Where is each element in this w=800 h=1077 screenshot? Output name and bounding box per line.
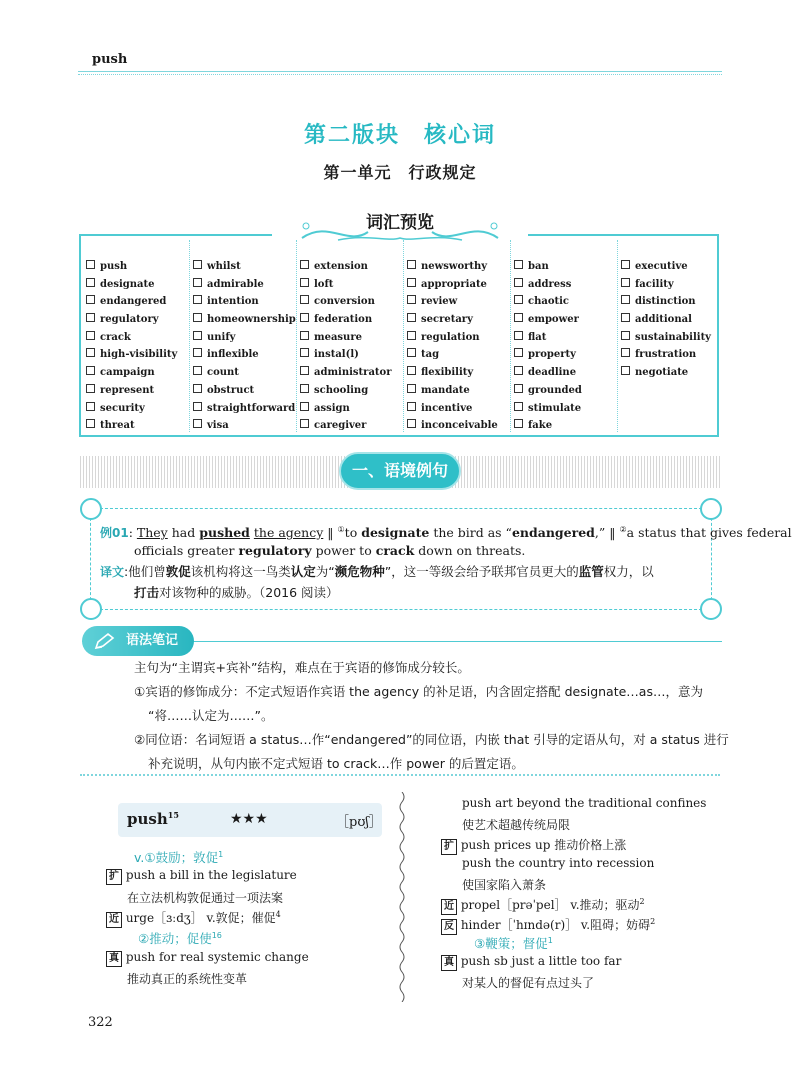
- vocab-column: [86, 258, 192, 435]
- vocab-word: deadline: [528, 367, 577, 379]
- vocab-word: property: [528, 349, 576, 361]
- vocab-item[interactable]: [86, 258, 192, 276]
- vocab-word: whilst: [207, 261, 241, 272]
- vocab-word: represent: [100, 384, 155, 396]
- checkbox-icon[interactable]: [300, 331, 309, 340]
- frequency: 1: [547, 935, 553, 945]
- real-exam-row: [441, 954, 621, 971]
- vocab-word: unify: [207, 331, 236, 343]
- vocab-word: tag: [421, 349, 440, 361]
- text: a status that gives federal: [626, 525, 792, 541]
- example-en: push sb just a little too far: [460, 954, 622, 968]
- vocab-item[interactable]: [300, 258, 406, 276]
- vocab-word: push: [100, 261, 128, 272]
- real-exam-tag: 真: [106, 951, 122, 967]
- vocab-item[interactable]: [300, 346, 406, 364]
- vocab-item[interactable]: [407, 311, 513, 329]
- vocab-column: [407, 258, 513, 435]
- checkbox-icon[interactable]: [193, 366, 202, 375]
- unit-title: 第一单元 行政规定: [323, 163, 477, 182]
- vocab-word: flat: [528, 331, 547, 343]
- vocab-word: administrator: [314, 367, 392, 379]
- vocab-word: caregiver: [314, 420, 367, 432]
- checkbox-icon[interactable]: [407, 384, 416, 393]
- vocab-word: frustration: [635, 349, 697, 361]
- vocab-item[interactable]: [86, 400, 192, 418]
- vocab-word: campaign: [100, 367, 155, 379]
- keyword: 认定: [290, 564, 316, 579]
- extension-row: [441, 836, 626, 855]
- keyword: 敦促: [165, 564, 191, 579]
- grammar-line: 补充说明，从句内嵌不定式短语 to crack…作 power 的后置定语。: [148, 756, 524, 771]
- checkbox-icon[interactable]: [621, 260, 630, 269]
- vocab-word: facility: [635, 278, 674, 290]
- vocab-item[interactable]: [193, 364, 299, 382]
- vocab-item[interactable]: [407, 417, 513, 435]
- vocab-item[interactable]: [86, 293, 192, 311]
- vocab-item[interactable]: [407, 400, 513, 418]
- checkbox-icon[interactable]: [86, 419, 95, 428]
- grammar-notes-tag: 语法笔记: [82, 626, 194, 656]
- checkbox-icon[interactable]: [86, 278, 95, 287]
- grammar-line: ①宾语的修饰成分：不定式短语作宾语 the agency 的补足语，内含固定搭配 designate…as…，意为: [134, 684, 703, 699]
- vocab-word: review: [421, 296, 458, 308]
- vocab-word: appropriate: [421, 278, 487, 290]
- extension-row: [106, 868, 297, 885]
- example-en: push a bill in the legislature: [125, 868, 297, 882]
- vocab-word: empower: [528, 314, 579, 326]
- vocab-item[interactable]: [621, 258, 727, 276]
- text: 对该物种的威胁。（2016 阅读）: [159, 585, 339, 600]
- pencil-icon: [94, 632, 116, 650]
- vocab-word: chaotic: [528, 296, 570, 308]
- vocab-item[interactable]: [621, 311, 727, 329]
- antonym-tag: 反: [441, 919, 457, 935]
- section-banner: 一、语境例句: [339, 452, 461, 490]
- example-en: push the country into recession: [462, 856, 655, 870]
- checkbox-icon[interactable]: [514, 419, 523, 428]
- translation-line1: 译文:他们曾敦促该机构将这一鸟类认定为“濒危物种”，这一等级会给予联邦官员更大的监管权力，以: [100, 564, 654, 579]
- vocab-item[interactable]: [300, 364, 406, 382]
- vocab-word: fake: [528, 420, 553, 432]
- vocab-item[interactable]: [621, 329, 727, 347]
- header-rule: [78, 71, 722, 72]
- vocab-word: mandate: [421, 384, 470, 396]
- vocab-column: [193, 258, 299, 435]
- text: to: [344, 525, 362, 541]
- checkbox-icon[interactable]: [300, 260, 309, 269]
- vocab-item[interactable]: [86, 346, 192, 364]
- vocab-word: sustainability: [635, 331, 711, 343]
- vocab-word: measure: [314, 331, 362, 343]
- vocab-item[interactable]: [407, 382, 513, 400]
- vocab-column: [300, 258, 406, 435]
- example-zh: 在立法机构敦促通过一项法案: [127, 891, 284, 905]
- marker: ①: [337, 525, 345, 534]
- vocab-item[interactable]: [514, 364, 620, 382]
- vocab-word: regulatory: [100, 314, 159, 326]
- phonetic: ［pʊʃ］: [336, 815, 382, 830]
- vocab-item[interactable]: [514, 311, 620, 329]
- extension-tag: 扩: [441, 839, 457, 855]
- translation-label: 译文: [100, 565, 125, 579]
- vocab-item[interactable]: [514, 346, 620, 364]
- example-en: push art beyond the traditional confines: [462, 796, 707, 810]
- vocab-word: loft: [314, 278, 334, 290]
- example-zh: 使国家陷入萧条: [462, 878, 547, 892]
- vocab-item[interactable]: [514, 382, 620, 400]
- vocab-word: high-visibility: [100, 349, 178, 361]
- vocab-item[interactable]: [193, 276, 299, 294]
- text: 权力，以: [603, 564, 654, 579]
- checkbox-icon[interactable]: [514, 260, 523, 269]
- vocab-item[interactable]: [300, 382, 406, 400]
- vocab-column: [621, 258, 727, 382]
- column-divider-wavy: [398, 792, 406, 1002]
- running-head: push: [92, 52, 128, 67]
- vocab-word: endangered: [100, 296, 167, 308]
- vocab-item[interactable]: [86, 382, 192, 400]
- checkbox-icon[interactable]: [300, 348, 309, 357]
- vocab-word: executive: [635, 261, 688, 272]
- frequency: 4: [275, 910, 281, 919]
- checkbox-icon[interactable]: [193, 278, 202, 287]
- verb-word: pushed: [199, 525, 250, 541]
- vocab-item[interactable]: [193, 382, 299, 400]
- vocab-item[interactable]: [514, 293, 620, 311]
- extension-tag: 扩: [106, 869, 122, 885]
- vocab-item[interactable]: [193, 329, 299, 347]
- vocab-item[interactable]: [407, 258, 513, 276]
- vocab-word: assign: [314, 402, 350, 414]
- checkbox-icon[interactable]: [86, 295, 95, 304]
- corner-ornament-icon: [700, 598, 722, 620]
- vocab-item[interactable]: [193, 400, 299, 418]
- checkbox-icon[interactable]: [407, 366, 416, 375]
- vocab-word: secretary: [421, 314, 473, 326]
- vocab-item[interactable]: [86, 329, 192, 347]
- vocab-item[interactable]: [86, 364, 192, 382]
- vocab-word: admirable: [207, 278, 264, 290]
- keyword: 监管: [578, 564, 604, 579]
- keyword: regulatory: [238, 543, 312, 558]
- checkbox-icon[interactable]: [514, 313, 523, 322]
- synonym-tag: 近: [106, 912, 122, 928]
- vocab-word: schooling: [314, 384, 369, 396]
- checkbox-icon[interactable]: [193, 295, 202, 304]
- checkbox-icon[interactable]: [514, 278, 523, 287]
- vocab-word: crack: [100, 331, 131, 343]
- checkbox-icon[interactable]: [300, 419, 309, 428]
- antonym-text: hinder［ˈhɪndə(r)］ v.阻碍；妨碍: [460, 918, 651, 932]
- vocab-item[interactable]: [300, 293, 406, 311]
- vocab-item[interactable]: [193, 293, 299, 311]
- object-phrase: the agency: [253, 525, 324, 541]
- vocab-word: ban: [528, 261, 549, 272]
- text: 该机构将这一鸟类: [190, 564, 291, 579]
- frequency: 1: [218, 849, 224, 859]
- vocab-item[interactable]: [621, 293, 727, 311]
- vocab-word: federation: [314, 314, 373, 326]
- checkbox-icon[interactable]: [86, 313, 95, 322]
- example-en: push prices up 推动价格上涨: [460, 838, 627, 852]
- checkbox-icon[interactable]: [86, 384, 95, 393]
- checkbox-icon[interactable]: [621, 295, 630, 304]
- vocab-item[interactable]: [514, 417, 620, 435]
- checkbox-icon[interactable]: [86, 402, 95, 411]
- vocab-item[interactable]: [86, 311, 192, 329]
- vocab-word: threat: [100, 420, 135, 432]
- sense-text: ③鞭策；督促: [474, 936, 548, 951]
- vocab-item[interactable]: [407, 364, 513, 382]
- checkbox-icon[interactable]: [621, 348, 630, 357]
- checkbox-icon[interactable]: [514, 366, 523, 375]
- keyword: 濒危物种: [334, 564, 385, 579]
- sense-1: [134, 848, 223, 866]
- vocab-word: flexibility: [421, 367, 474, 379]
- checkbox-icon[interactable]: [86, 260, 95, 269]
- grammar-line: “将……认定为……”。: [148, 708, 274, 723]
- vocab-word: stimulate: [528, 402, 582, 414]
- vocab-word: incentive: [421, 402, 473, 414]
- checkbox-icon[interactable]: [407, 402, 416, 411]
- example-zh: 对某人的督促有点过头了: [462, 976, 595, 990]
- checkbox-icon[interactable]: [86, 331, 95, 340]
- real-exam-row: [106, 950, 309, 967]
- vocab-word: regulation: [421, 331, 480, 343]
- frequency: 2: [650, 917, 656, 926]
- vocab-word: homeownership: [207, 314, 296, 326]
- checkbox-icon[interactable]: [86, 348, 95, 357]
- checkbox-icon[interactable]: [514, 295, 523, 304]
- text: the bird as “: [429, 525, 512, 541]
- vocab-word: conversion: [314, 296, 375, 308]
- text: ,” ‖: [594, 525, 620, 541]
- checkbox-icon[interactable]: [514, 402, 523, 411]
- vocab-item[interactable]: [193, 311, 299, 329]
- page-number: 322: [88, 1015, 113, 1030]
- text: down on threats.: [414, 543, 526, 558]
- checkbox-icon[interactable]: [407, 260, 416, 269]
- checkbox-icon[interactable]: [407, 278, 416, 287]
- checkbox-icon[interactable]: [514, 384, 523, 393]
- vocab-word: obstruct: [207, 384, 255, 396]
- synonym-tag: 近: [441, 899, 457, 915]
- vocab-item[interactable]: [300, 400, 406, 418]
- frequency: 2: [639, 897, 645, 906]
- checkbox-icon[interactable]: [300, 366, 309, 375]
- checkbox-icon[interactable]: [621, 278, 630, 287]
- section-title: 第二版块 核心词: [303, 123, 496, 148]
- vocab-item[interactable]: [514, 276, 620, 294]
- checkbox-icon[interactable]: [621, 313, 630, 322]
- vocab-item[interactable]: [621, 364, 727, 382]
- checkbox-icon[interactable]: [86, 366, 95, 375]
- example-sentence-line1: 例01: They had pushed the agency ‖ ①to designate the bird as “endangered,” ‖ ②a status that gives federal: [100, 525, 792, 541]
- grammar-line: ②同位语：名词短语 a status…作“endangered”的同位语，内嵌 that 引导的定语从句，对 a status 进行: [134, 732, 729, 747]
- vocab-item[interactable]: [86, 417, 192, 435]
- checkbox-icon[interactable]: [407, 419, 416, 428]
- vocab-word: inflexible: [207, 349, 259, 361]
- vocab-word: newsworthy: [421, 261, 488, 272]
- checkbox-icon[interactable]: [300, 384, 309, 393]
- checkbox-icon[interactable]: [193, 419, 202, 428]
- vocab-preview-title: 词汇预览: [366, 213, 434, 233]
- checkbox-icon[interactable]: [407, 313, 416, 322]
- header-rule-dotted: [78, 74, 722, 75]
- corner-ornament-icon: [80, 498, 102, 520]
- vocab-item[interactable]: [514, 400, 620, 418]
- text: officials greater: [134, 543, 239, 558]
- checkbox-icon[interactable]: [514, 348, 523, 357]
- vocab-item[interactable]: [621, 276, 727, 294]
- vocab-item[interactable]: [300, 329, 406, 347]
- keyword: crack: [375, 543, 415, 558]
- sense-text: v.①鼓励；敦促: [134, 850, 219, 865]
- vocab-item[interactable]: [407, 276, 513, 294]
- checkbox-icon[interactable]: [300, 295, 309, 304]
- vocab-word: count: [207, 367, 239, 379]
- synonym-row: [441, 896, 645, 915]
- vocab-word: intention: [207, 296, 259, 308]
- word: had: [171, 525, 196, 541]
- vocab-word: security: [100, 402, 145, 414]
- translation-line2: [134, 583, 339, 603]
- checkbox-icon[interactable]: [193, 260, 202, 269]
- checkbox-icon[interactable]: [193, 402, 202, 411]
- marker: ②: [619, 525, 627, 534]
- vocab-item[interactable]: [300, 417, 406, 435]
- checkbox-icon[interactable]: [621, 331, 630, 340]
- text: power to: [311, 543, 376, 558]
- vocab-item[interactable]: [193, 258, 299, 276]
- vocab-item[interactable]: [300, 276, 406, 294]
- sense-text: ②推动；促使: [138, 931, 212, 946]
- star-rating: ★★★: [230, 811, 268, 827]
- checkbox-icon[interactable]: [407, 331, 416, 340]
- subject-word: They: [136, 525, 168, 541]
- text: 他们曾: [128, 564, 166, 579]
- checkbox-icon[interactable]: [193, 384, 202, 393]
- vocab-word: additional: [635, 314, 692, 326]
- vocab-item[interactable]: [193, 346, 299, 364]
- real-exam-tag: 真: [441, 955, 457, 971]
- example-zh: 使艺术超越传统局限: [462, 818, 571, 832]
- vocab-item[interactable]: [407, 293, 513, 311]
- checkbox-icon[interactable]: [407, 295, 416, 304]
- vocab-word: address: [528, 278, 572, 290]
- vocab-item[interactable]: [407, 346, 513, 364]
- keyword: designate: [361, 525, 430, 541]
- synonym-text: propel［prəˈpel］ v.推动；驱动: [460, 898, 640, 912]
- vocab-item[interactable]: [514, 329, 620, 347]
- example-en: push for real systemic change: [125, 950, 309, 964]
- vocab-word: designate: [100, 278, 155, 290]
- section-divider: [80, 774, 720, 776]
- vocab-word: negotiate: [635, 367, 689, 379]
- vocab-item[interactable]: [621, 346, 727, 364]
- vocab-column: [514, 258, 620, 435]
- vocab-item[interactable]: [514, 258, 620, 276]
- vocab-item[interactable]: [193, 417, 299, 435]
- example-zh: 推动真正的系统性变革: [127, 972, 248, 986]
- keyword: 打击: [134, 585, 160, 600]
- checkbox-icon[interactable]: [514, 331, 523, 340]
- checkbox-icon[interactable]: [193, 331, 202, 340]
- sense-3: [474, 934, 553, 952]
- vocab-word: extension: [314, 261, 368, 272]
- vocab-item[interactable]: [300, 311, 406, 329]
- frequency: 16: [211, 930, 222, 940]
- text: ”，这一等级会给予联邦官员更大的: [384, 564, 579, 579]
- vocab-word: distinction: [635, 296, 696, 308]
- synonym-text: urge［ɜːdʒ］ v.敦促；催促: [125, 911, 276, 925]
- checkbox-icon[interactable]: [193, 348, 202, 357]
- sense-2: [138, 929, 222, 947]
- headword: [127, 810, 179, 828]
- vocab-word: grounded: [528, 384, 582, 396]
- antonym-row: [441, 916, 655, 935]
- vocab-word: visa: [207, 420, 229, 432]
- text: 为“: [315, 564, 335, 579]
- corner-ornament-icon: [80, 598, 102, 620]
- vocab-item[interactable]: [407, 329, 513, 347]
- checkbox-icon[interactable]: [300, 402, 309, 411]
- corner-ornament-icon: [700, 498, 722, 520]
- grammar-line: 主句为“主谓宾+宾补”结构，难点在于宾语的修饰成分较长。: [134, 660, 470, 675]
- vocab-item[interactable]: [86, 276, 192, 294]
- headword-text: push: [127, 810, 168, 828]
- vocab-word: instal(l): [314, 349, 359, 361]
- checkbox-icon[interactable]: [621, 366, 630, 375]
- example-sentence-line2: [134, 541, 525, 561]
- example-label: 例01: [100, 526, 129, 541]
- checkbox-icon[interactable]: [300, 313, 309, 322]
- checkbox-icon[interactable]: [407, 348, 416, 357]
- checkbox-icon[interactable]: [193, 313, 202, 322]
- synonym-row: [106, 909, 281, 928]
- checkbox-icon[interactable]: [300, 278, 309, 287]
- vocab-word: straightforward: [207, 402, 296, 414]
- separator: ‖: [323, 525, 338, 541]
- frequency: 15: [167, 810, 179, 820]
- vocab-word: inconceivable: [421, 420, 498, 432]
- keyword: endangered: [511, 525, 595, 541]
